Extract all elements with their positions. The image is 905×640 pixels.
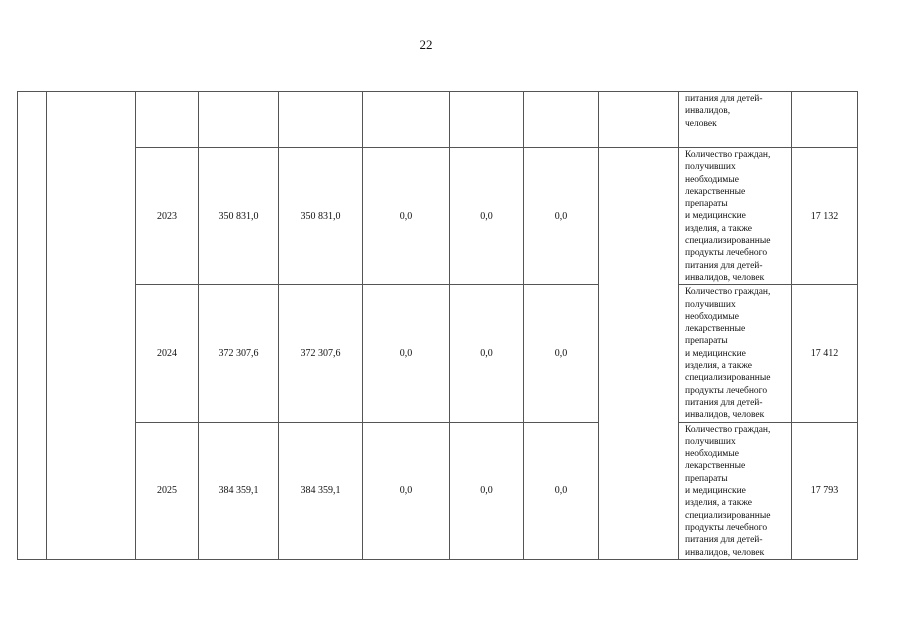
local-budget-cell: 0,0 [450, 422, 524, 559]
total-funding-cell: 384 359,1 [199, 422, 279, 559]
regional-budget-cell: 384 359,1 [279, 422, 363, 559]
event-name-cell [47, 92, 136, 560]
indicator-value-cell: 17 132 [792, 148, 858, 285]
table-row [18, 148, 858, 285]
indicator-value-cell [792, 92, 858, 148]
local-budget-cell [450, 92, 524, 148]
program-funding-table [17, 91, 858, 560]
federal-budget-cell: 0,0 [363, 285, 450, 422]
table-row [18, 92, 858, 148]
indicator-name-cell: Количество граждан, получивших необходимые лекарственные препараты и медицинские изделия, а также специализированные продукты лечебного питания для детей- инвалидов, человек [679, 148, 792, 285]
year-cell: 2023 [136, 148, 199, 285]
regional-budget-cell: 350 831,0 [279, 148, 363, 285]
total-funding-cell [199, 92, 279, 148]
indicator-value-cell: 17 412 [792, 285, 858, 422]
table-row [18, 285, 858, 422]
year-cell: 2024 [136, 285, 199, 422]
table-row [18, 422, 858, 559]
page-number: 22 [419, 37, 433, 52]
indicator-name-cell: Количество граждан, получивших необходимые лекарственные препараты и медицинские изделия, а также специализированные продукты лечебного питания для детей- инвалидов, человек [679, 422, 792, 559]
other-sources-cell [524, 92, 599, 148]
federal-budget-cell: 0,0 [363, 148, 450, 285]
year-cell [136, 92, 199, 148]
indicator-name-cell: питания для детей- инвалидов, человек [679, 92, 792, 148]
executor-cell-top [599, 92, 679, 148]
indicator-name-cell: Количество граждан, получивших необходимые лекарственные препараты и медицинские изделия, а также специализированные продукты лечебного питания для детей- инвалидов, человек [679, 285, 792, 422]
indicator-value-cell: 17 793 [792, 422, 858, 559]
local-budget-cell: 0,0 [450, 285, 524, 422]
other-sources-cell: 0,0 [524, 285, 599, 422]
total-funding-cell: 372 307,6 [199, 285, 279, 422]
total-funding-cell: 350 831,0 [199, 148, 279, 285]
federal-budget-cell [363, 92, 450, 148]
regional-budget-cell: 372 307,6 [279, 285, 363, 422]
year-cell: 2025 [136, 422, 199, 559]
other-sources-cell: 0,0 [524, 422, 599, 559]
regional-budget-cell [279, 92, 363, 148]
other-sources-cell: 0,0 [524, 148, 599, 285]
federal-budget-cell: 0,0 [363, 422, 450, 559]
row-number-cell [18, 92, 47, 560]
executor-cell [599, 148, 679, 560]
local-budget-cell: 0,0 [450, 148, 524, 285]
